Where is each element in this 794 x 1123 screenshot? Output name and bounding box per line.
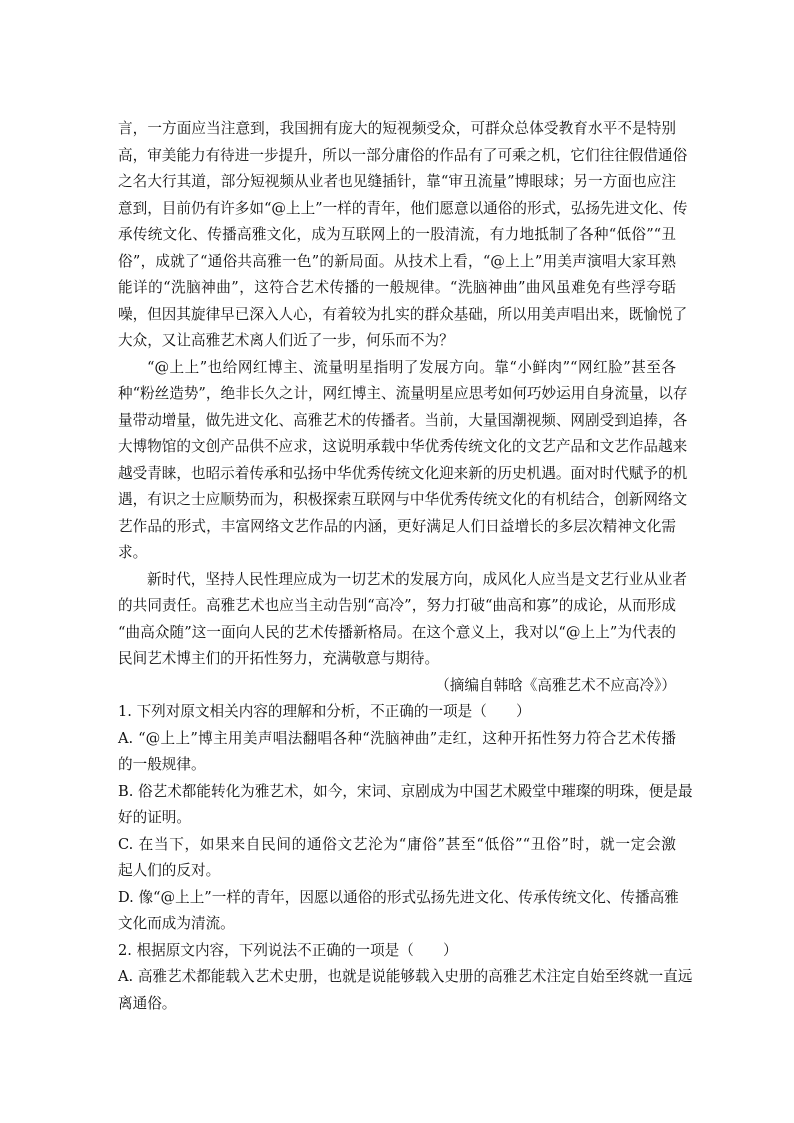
option-c (118, 832, 676, 885)
option-line: C. 在当下，如果来自民间的通俗文艺沦为“庸俗”甚至“低俗”“丑俗”时，就一定会激 (118, 835, 676, 853)
text-line: 高，审美能力有待进一步提升，所以一部分庸俗的作品有了可乘之机，它们往往假借通俗 (118, 146, 688, 164)
question-1 (118, 699, 693, 938)
option-d (118, 885, 679, 938)
question-stem: 2. 根据原文内容，下列说法不正确的一项是（ ） (118, 941, 458, 959)
option-line: 好的证明。 (118, 809, 191, 826)
option-line: 文化而成为清流。 (118, 915, 235, 932)
text-line: 种“粉丝造势”，绝非长久之计，网红博主、流量明星应思考如何巧妙运用自身流量，以存 (118, 385, 688, 402)
document-body (118, 116, 693, 1017)
text-line: 意到，目前仍有许多如“@上上”一样的青年，他们愿意以通俗的形式，弘扬先进文化、传 (118, 199, 688, 217)
text-line: 大博物馆的文创产品供不应求，这说明承载中华优秀传统文化的文艺产品和文艺作品越来 (118, 438, 688, 455)
option-b (118, 779, 693, 832)
text-line: 新时代，坚持人民性理应成为一切艺术的发展方向，成风化人应当是文艺行业从业者 (147, 570, 687, 588)
text-line: 俗”，成就了“通俗共高雅一色”的新局面。从技术上看，“@上上”用美声演唱大家耳熟 (118, 252, 676, 270)
source-citation: （摘编自韩晗《高雅艺术不应高冷》） (435, 676, 676, 694)
paragraph-2 (118, 355, 688, 567)
text-line: “曲高众随”这一面向人民的艺术传播新格局。在这个意义上，我对以“@上上”为代表的 (118, 623, 676, 641)
question-stem: 1. 下列对原文相关内容的理解和分析，不正确的一项是（ ） (118, 703, 531, 720)
text-line: 民间艺术博主们的开拓性努力，充满敬意与期待。 (118, 650, 440, 667)
text-line: 能详的“洗脑神曲”，这符合艺术传播的一般规律。“洗脑神曲”曲风虽难免有些浮夸聒 (118, 279, 676, 296)
text-line: 的共同责任。高雅艺术也应当主动告别“高冷”，努力打破“曲高和寡”的成论，从而形成 (118, 597, 676, 614)
text-line: 承传统文化、传播高雅文化，成为互联网上的一股清流，有力地抵制了各种“低俗”“丑 (118, 226, 676, 243)
text-line: 量带动增量，做先进文化、高雅艺术的传播者。当前，大量国潮视频、网剧受到追捧，各 (118, 411, 688, 429)
text-line: 求。 (118, 544, 148, 561)
text-line: 遇，有识之士应顺势而为，积极探索互联网与中华优秀传统文化的有机结合，创新网络文 (118, 491, 688, 508)
option-line: A. 高雅艺术都能载入艺术史册，也就是说能够载入史册的高雅艺术注定自始至终就一直远 (118, 968, 693, 985)
text-line: 越受青睐，也昭示着传承和弘扬中华优秀传统文化迎来新的历史机遇。面对时代赋予的机 (118, 464, 688, 482)
text-line: 艺作品的形式，丰富网络文艺作品的内涵，更好满足人们日益增长的多层次精神文化需 (118, 517, 676, 535)
paragraph-1 (118, 116, 688, 355)
option-line: 起人们的反对。 (118, 862, 221, 879)
option-a (118, 726, 676, 779)
text-line: 大众，又让高雅艺术离人们近了一步，何乐而不为？ (118, 332, 454, 349)
option-line: 离通俗。 (118, 994, 177, 1012)
paragraph-3 (118, 567, 687, 673)
option-a (118, 964, 693, 1017)
option-line: B. 俗艺术都能转化为雅艺术，如今，宋词、京剧成为中国艺术殿堂中璀璨的明珠，便是最 (118, 782, 693, 800)
text-line: “@上上”也给网红博主、流量明星指明了发展方向。靠“小鲜肉”“网红脸”甚至各 (147, 358, 676, 376)
text-line: 之名大行其道，部分短视频从业者也见缝插针，靠“审丑流量”博眼球；另一方面也应注 (118, 173, 676, 190)
option-line: A. “@上上”博主用美声唱法翻唱各种“洗脑神曲”走红，这种开拓性努力符合艺术传播 (118, 729, 676, 747)
option-line: 的一般规律。 (118, 756, 206, 773)
question-2 (118, 938, 693, 1018)
text-line: 言，一方面应当注意到，我国拥有庞大的短视频受众，可群众总体受教育水平不是特别 (118, 120, 676, 137)
option-line: D. 像“@上上”一样的青年，因愿以通俗的形式弘扬先进文化、传承传统文化、传播高雅 (118, 888, 679, 906)
text-line: 噪，但因其旋律早已深入人心，有着较为扎实的群众基础，所以用美声唱出来，既愉悦了 (118, 305, 688, 323)
